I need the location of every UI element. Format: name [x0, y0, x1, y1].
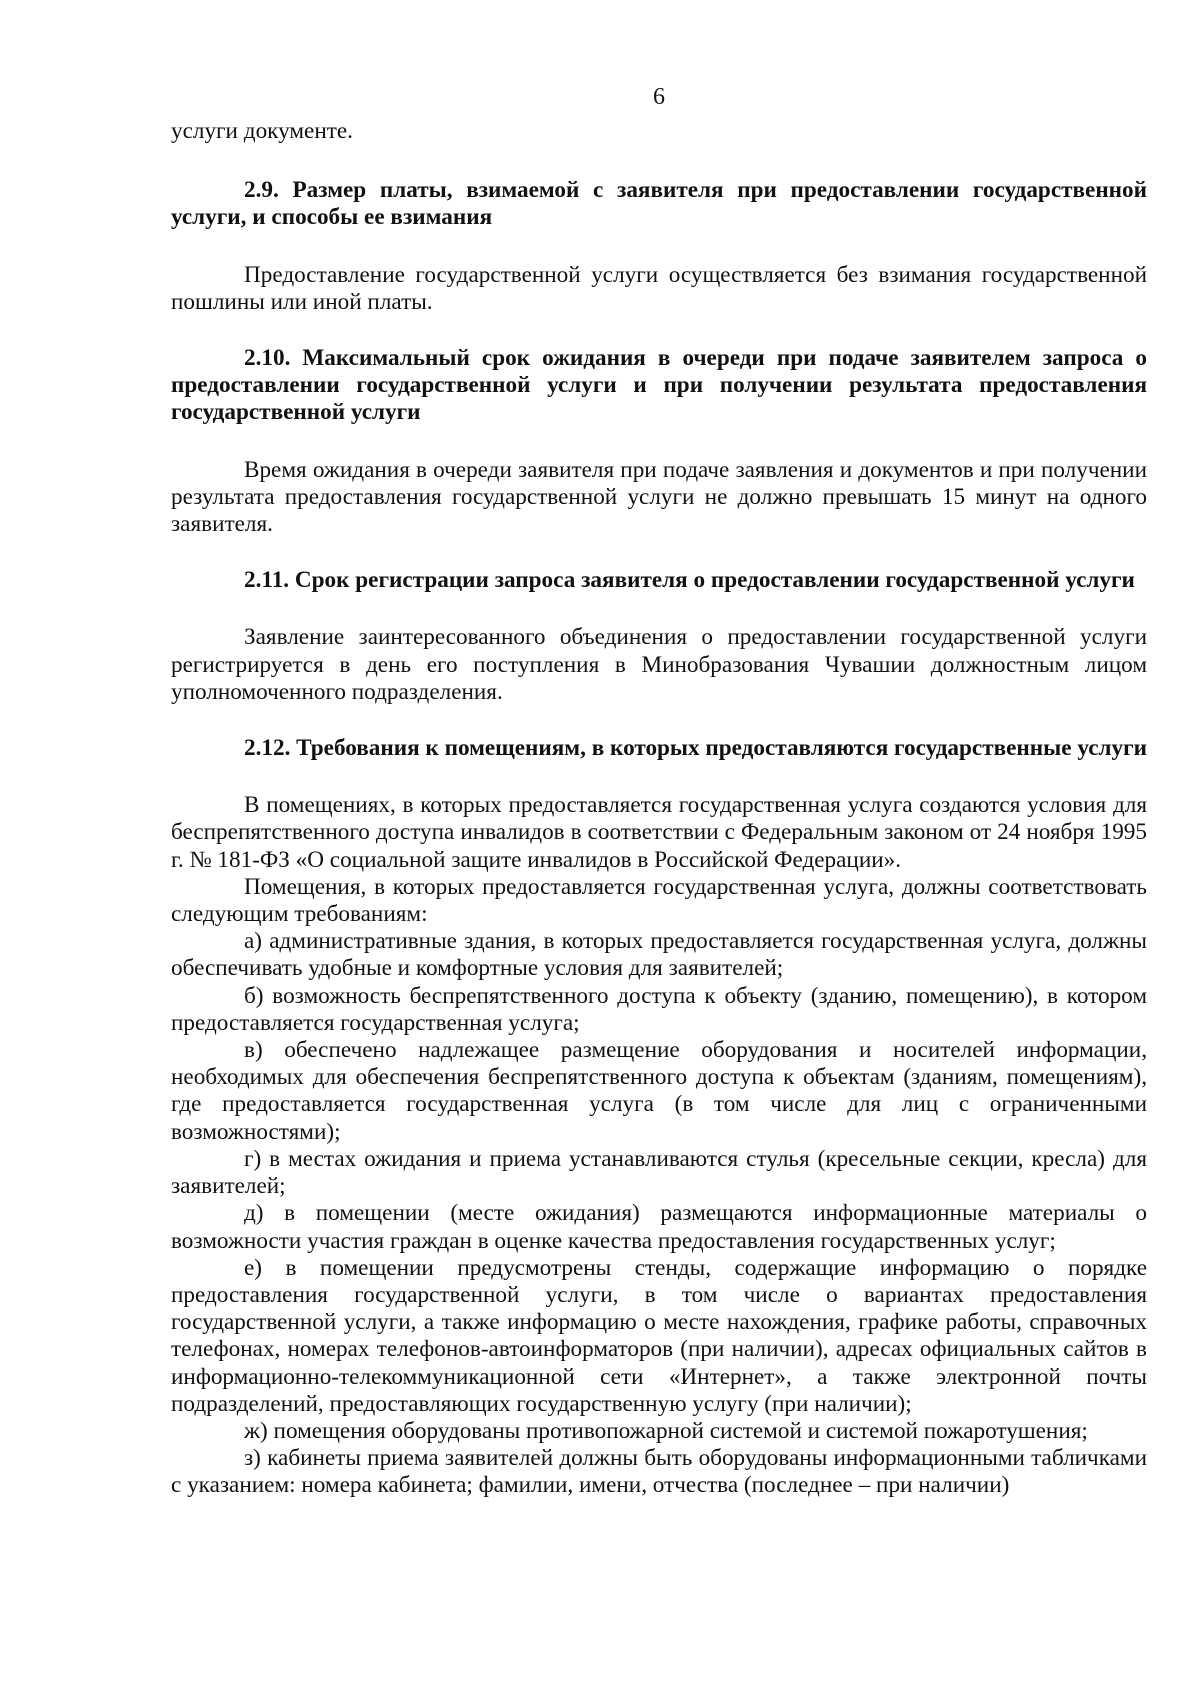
section-heading-2-10: 2.10. Максимальный срок ожидания в очереди при подаче заявителем запроса о предоставлении государственной услуги и при получении результата предоставления государственной услуги — [171, 345, 1147, 426]
section-heading-2-9: 2.9. Размер платы, взимаемой с заявителя при предоставлении государственной услуги, и способы ее взимания — [171, 177, 1147, 231]
continuation-text: услуги документе. — [171, 118, 353, 144]
list-item-z: з) кабинеты приема заявителей должны быть оборудованы информационными табличками с указанием: номера кабинета; фамилии, имени, отчества (последнее – при наличии) — [171, 1445, 1147, 1499]
list-item-g: г) в местах ожидания и приема устанавливаются стулья (кресельные секции, кресла) для заявителей; — [171, 1145, 1147, 1200]
section-2-9-paragraph: Предоставление государственной услуги осуществляется без взимания государственной пошлины или иной платы. — [171, 261, 1147, 315]
section-heading-2-12: 2.12. Требования к помещениям, в которых предоставляются государственные услуги — [244, 735, 1147, 762]
list-item-b: б) возможность беспрепятственного доступа к объекту (зданию, помещению), в котором предоставляется государственная услуга; — [171, 982, 1147, 1036]
list-item-a: а) административные здания, в которых предоставляется государственная услуга, должны обеспечивать удобные и комфортные условия для заявителей; — [171, 928, 1147, 982]
section-heading-2-11: 2.11. Срок регистрации запроса заявителя о предоставлении государственной услуги — [244, 567, 1135, 594]
section-2-12-paragraph-intro: В помещениях, в которых предоставляется государственная услуга создаются условия для беспрепятственного доступа инвалидов в соответствии с Федеральным законом от 24 ноября 1995 г. № 181-ФЗ «О социальной защите инвалидов в Российской Федерации». — [171, 792, 1147, 873]
section-2-11-paragraph: Заявление заинтересованного объединения о предоставлении государственной услуги регистрируется в день его поступления в Минобразования Чувашии должностным лицом уполномоченного подразделения. — [171, 624, 1147, 705]
document-body — [171, 118, 1147, 1500]
list-item-v: в) обеспечено надлежащее размещение оборудования и носителей информации, необходимых для обеспечения беспрепятственного доступа к объектам (зданиям, помещениям), где предоставляется государственная услуга (в том числе для лиц с ограниченными возможностями); — [171, 1037, 1147, 1145]
list-item-d: д) в помещении (месте ожидания) размещаются информационные материалы о возможности участия граждан в оценке качества предоставления государственных услуг; — [171, 1200, 1147, 1254]
section-2-12-paragraph-requirements: Помещения, в которых предоставляется государственная услуга, должны соответствовать следующим требованиям: — [171, 873, 1147, 928]
section-2-10-paragraph: Время ожидания в очереди заявителя при подаче заявления и документов и при получении результата предоставления государственной услуги не должно превышать 15 минут на одного заявителя. — [171, 456, 1147, 538]
list-item-e: е) в помещении предусмотрены стенды, содержащие информацию о порядке предоставления государственной услуги, в том числе о вариантах предоставления государственной услуги, а также информацию о месте нахождения, графике работы, справочных телефонах, номерах телефонов-автоинформаторов (при наличии), адресах официальных сайтов в информационно-телекоммуникационной сети «Интернет», а также электронной почты подразделений, предоставляющих государственную услугу (при наличии); — [171, 1254, 1147, 1417]
list-item-zh: ж) помещения оборудованы противопожарной системой и системой пожаротушения; — [244, 1417, 1088, 1444]
page-number: 6 — [653, 84, 665, 110]
